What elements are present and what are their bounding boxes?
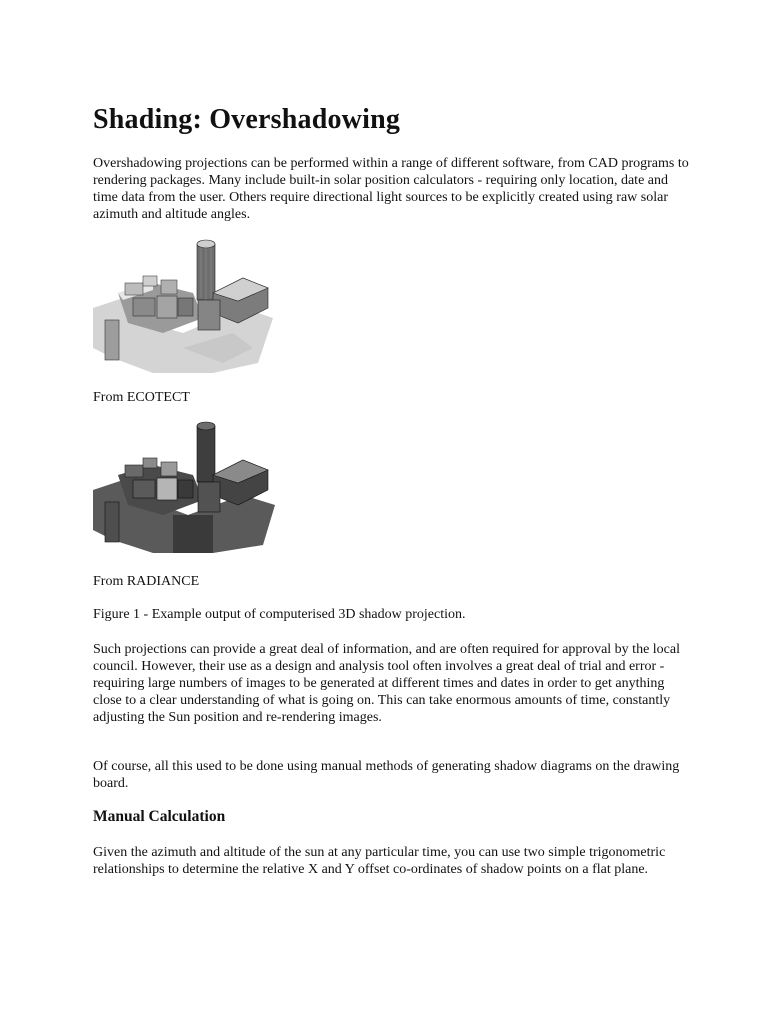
figure-1-caption: Figure 1 - Example output of computerised 3D shadow projection.: [93, 607, 466, 622]
paragraph-manual-calculation: Given the azimuth and altitude of the sun at any particular time, you can use two simple trigonometric relationships to determine the relative X and Y offset co-ordinates of shadow points on a flat plane.: [93, 845, 666, 877]
radiance-shadow-image: [93, 420, 278, 555]
ecotect-shadow-image: [93, 238, 278, 373]
intro-paragraph: Overshadowing projections can be performed within a range of different software, from CAD programs to rendering packages. Many include built-in solar position calculators - requiring only location, date and time data from the user. Others require directional light sources to be explicitly created using raw solar azimuth and altitude angles.: [93, 156, 689, 222]
paragraph-projections: Such projections can provide a great deal of information, and are often required for approval by the local council. However, their use as a design and analysis tool often involves a great deal of trial and error - requiring large numbers of images to be generated at different times and dates in order to get anything close to a clear understanding of what is going on. This can take enormous amounts of time, constantly adjusting the Sun position and re-rendering images.: [93, 642, 680, 725]
section-heading: Manual Calculation: [93, 808, 226, 825]
figure-caption-radiance: From RADIANCE: [93, 574, 200, 589]
page-title: Shading: Overshadowing: [93, 104, 401, 135]
paragraph-manual-methods: Of course, all this used to be done using manual methods of generating shadow diagrams on the drawing board.: [93, 759, 680, 791]
figure-caption-ecotect: From ECOTECT: [93, 390, 190, 405]
